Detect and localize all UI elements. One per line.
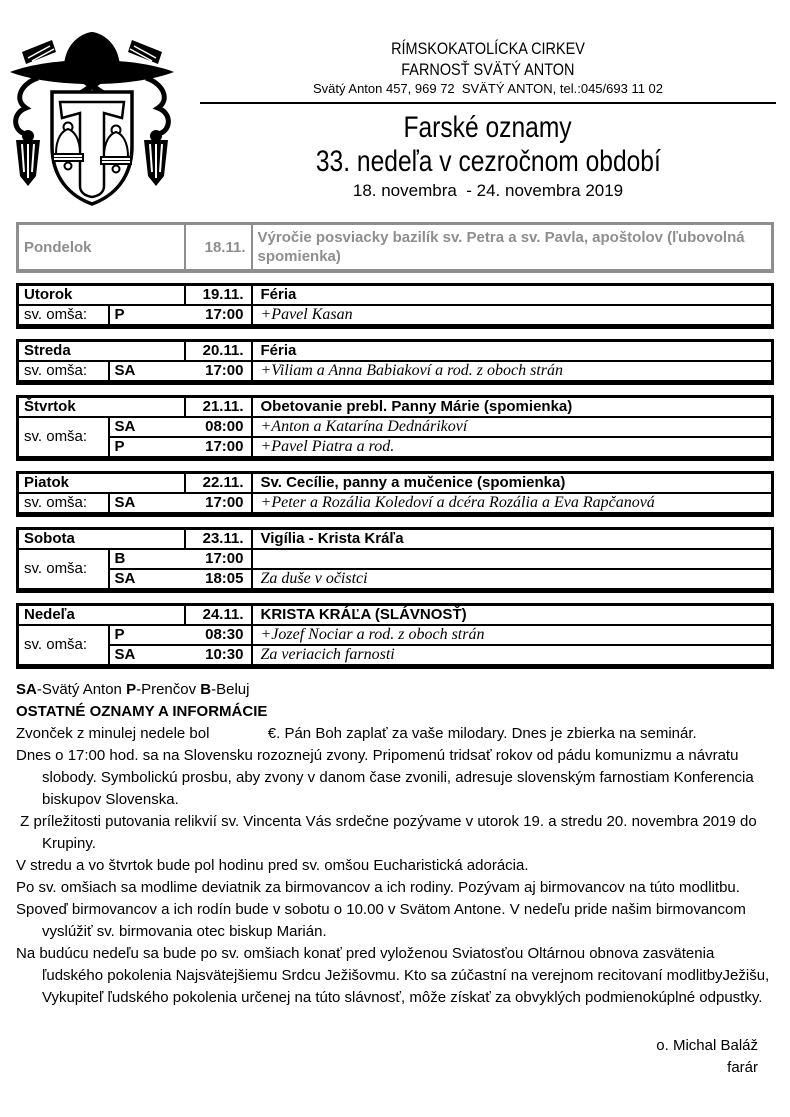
- mass-time: 17:00: [205, 438, 244, 455]
- mass-time: 08:00: [205, 418, 244, 435]
- place-time-cell: [109, 625, 252, 645]
- day-cell: Streda: [18, 341, 185, 362]
- place-code-legend: [16, 679, 772, 701]
- mass-label-cell: sv. omša:: [18, 305, 109, 327]
- mass-intention: Za veriacich farnosti: [252, 645, 773, 667]
- signature-role: farár: [727, 1059, 758, 1076]
- place-code: SA: [114, 362, 136, 379]
- schedule-block-pondelok: [16, 222, 774, 273]
- announcement-paragraph: Zvonček z minulej nedele bol €. Pán Boh zaplať za vaše milodary. Dnes je zbierka na seminár.: [16, 725, 697, 742]
- date-cell: 20.11.: [185, 341, 252, 362]
- announcement-paragraph: Na budúcu nedeľu sa bude po sv. omšiach konať pred vyloženou Sviatosťou Oltárnou obnova zasvätenia ľudského pokolenia Najsvätejšiemu Srdcu Ježišovmu. Kto sa zúčastní na verejnom recitovaní modlitbyJežišu, Vykupiteľ ľudského pokolenia určenej na túto slávnosť, môže získať za obvyklých podmienokúplné odpustky.: [16, 945, 770, 1006]
- schedule-block-sobota: [16, 527, 774, 593]
- signature-block: [0, 1035, 790, 1079]
- mass-time: 17:00: [205, 494, 244, 511]
- date-cell: 21.11.: [185, 397, 252, 418]
- mass-time: 17:00: [205, 362, 244, 379]
- place-time-cell: [109, 493, 252, 515]
- day-cell: Pondelok: [18, 224, 185, 272]
- date-cell: 22.11.: [185, 473, 252, 494]
- mass-label-cell: sv. omša:: [18, 361, 109, 383]
- date-cell: 18.11.: [185, 224, 252, 272]
- announcement-paragraph: Dnes o 17:00 hod. sa na Slovensku rozoznejú zvony. Pripomenú tridsať rokov od pádu komunizmu a návratu slobody. Symbolickú prosbu, aby zvony v danom čase zvonili, adresuje slovenským farnostiam Konferencia biskupov Slovenska.: [16, 747, 754, 808]
- mass-intention: +Pavel Kasan: [252, 305, 773, 327]
- document-header: [0, 0, 790, 222]
- place-code: P: [114, 626, 125, 643]
- mass-time: 17:00: [205, 306, 244, 323]
- org-name-line2: FARNOSŤ SVÄTÝ ANTON: [401, 60, 575, 79]
- header-text-block: [200, 0, 776, 202]
- feast-cell: KRISTA KRÁĽA (SLÁVNOSŤ): [252, 605, 773, 626]
- place-code: SA: [114, 646, 136, 663]
- announcement-paragraph: Spoveď birmovancov a ich rodín bude v sobotu o 10.00 v Svätom Antone. V nedeľu pride našim birmovancom vyslúžiť sv. birmovania otec biskup Marián.: [16, 901, 746, 940]
- place-time-cell: [109, 549, 252, 569]
- mass-intention: +Jozef Nociar a rod. z oboch strán: [252, 625, 773, 645]
- place-code: P: [114, 306, 125, 323]
- schedule-block-stvrtok: [16, 395, 774, 461]
- org-name-line1: RÍMSKOKATOLÍCKA CIRKEV: [391, 39, 585, 58]
- date-cell: 24.11.: [185, 605, 252, 626]
- place-time-cell: [109, 361, 252, 383]
- place-code: B: [114, 550, 126, 567]
- parish-address: Svätý Anton 457, 969 72 SVÄTÝ ANTON, tel.:045/693 11 02: [312, 81, 664, 96]
- date-cell: 23.11.: [185, 529, 252, 550]
- mass-intention: +Pavel Piatra a rod.: [252, 437, 773, 459]
- feast-cell: Féria: [252, 341, 773, 362]
- schedule-block-streda: [16, 339, 774, 385]
- place-code: SA: [114, 494, 136, 511]
- mass-label-cell: sv. omša:: [18, 549, 109, 591]
- feast-cell: Féria: [252, 285, 773, 306]
- mass-time: 08:30: [205, 626, 244, 643]
- place-code: SA: [114, 418, 136, 435]
- day-cell: Sobota: [18, 529, 185, 550]
- announcement-paragraph: Po sv. omšiach sa modlime deviatnik za birmovancov a ich rodiny. Pozývam aj birmovancov na túto modlitbu.: [16, 879, 740, 896]
- legend-item: B-Beluj: [200, 681, 250, 698]
- place-code: P: [114, 438, 125, 455]
- feast-cell: Obetovanie prebl. Panny Márie (spomienka): [252, 397, 773, 418]
- place-time-cell: [109, 305, 252, 327]
- date-cell: 19.11.: [185, 285, 252, 306]
- schedule-block-utorok: [16, 283, 774, 329]
- mass-intention: +Anton a Katarína Dednárikoví: [252, 417, 773, 437]
- crest-cord-left: [16, 78, 38, 134]
- mass-label-cell: sv. omša:: [18, 417, 109, 459]
- parish-crest-logo: [8, 26, 176, 214]
- header-divider: [200, 102, 776, 104]
- announcement-paragraph: Z príležitosti putovania relikvií sv. Vincenta Vás srdečne pozývame v utorok 19. a stredu 20. novembra 2019 do Krupiny.: [16, 813, 757, 852]
- page-title: Farské oznamy: [403, 111, 573, 144]
- date-range: 18. novembra - 24. novembra 2019: [352, 181, 624, 200]
- legend-item: P-Prenčov: [126, 681, 201, 698]
- day-cell: Utorok: [18, 285, 185, 306]
- day-cell: Štvrtok: [18, 397, 185, 418]
- mass-intention: Za duše v očistci: [252, 569, 773, 591]
- place-time-cell: [109, 417, 252, 437]
- mass-time: 17:00: [205, 550, 244, 567]
- legend-item: SA-Svätý Anton: [16, 681, 127, 698]
- mass-label-cell: sv. omša:: [18, 493, 109, 515]
- crest-cord-right: [146, 78, 168, 134]
- schedule-block-piatok: [16, 471, 774, 517]
- place-code: SA: [114, 570, 136, 587]
- announcement-paragraph: V stredu a vo štvrtok bude pol hodinu pred sv. omšou Eucharistická adorácia.: [16, 857, 529, 874]
- mass-intention: +Peter a Rozália Koledoví a dcéra Rozália a Eva Rapčanová: [252, 493, 773, 515]
- feast-cell: Vigília - Krista Kráľa: [252, 529, 773, 550]
- feast-cell: Výročie posviacky bazilík sv. Petra a sv. Pavla, apoštolov (ľubovolná spomienka): [252, 224, 773, 272]
- day-cell: Nedeľa: [18, 605, 185, 626]
- mass-intention: +Viliam a Anna Babiakoví a rod. z oboch strán: [252, 361, 773, 383]
- announcements-section: [16, 679, 772, 1009]
- mass-label-cell: sv. omša:: [18, 625, 109, 667]
- place-time-cell: [109, 569, 252, 591]
- mass-intention: [252, 549, 773, 569]
- signature-name: o. Michal Baláž: [656, 1037, 758, 1054]
- page-subtitle: 33. nedeľa v cezročnom období: [315, 145, 661, 178]
- place-time-cell: [109, 645, 252, 667]
- feast-cell: Sv. Cecílie, panny a mučenice (spomienka): [252, 473, 773, 494]
- announcements-heading: OSTATNÉ OZNAMY A INFORMÁCIE: [16, 703, 268, 720]
- mass-schedule: [0, 222, 790, 669]
- schedule-block-nedela: [16, 603, 774, 669]
- mass-time: 10:30: [205, 646, 244, 663]
- day-cell: Piatok: [18, 473, 185, 494]
- place-time-cell: [109, 437, 252, 459]
- mass-time: 18:05: [205, 570, 244, 587]
